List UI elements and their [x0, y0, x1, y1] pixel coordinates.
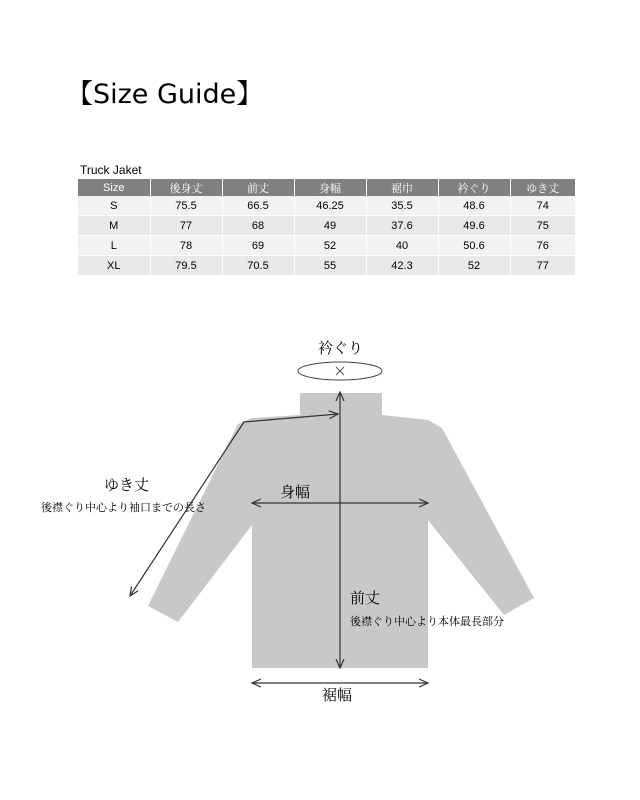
table-cell: 77	[510, 256, 575, 276]
header-neck: 衿ぐり	[438, 179, 510, 196]
table-cell: 49	[294, 216, 366, 236]
table-cell: 78	[150, 236, 222, 256]
header-size: Size	[78, 179, 150, 196]
page-title: 【Size Guide】	[66, 79, 264, 110]
table-cell: 50.6	[438, 236, 510, 256]
table-header-row	[78, 179, 575, 196]
table-cell: 55	[294, 256, 366, 276]
header-body-width: 身幅	[294, 179, 366, 196]
table-cell: L	[78, 236, 150, 256]
table-caption: Truck Jaket	[80, 163, 142, 177]
hem-width-label: 裾幅	[322, 686, 353, 704]
table-cell: S	[78, 196, 150, 216]
table-cell: 52	[294, 236, 366, 256]
header-front-length: 前丈	[222, 179, 294, 196]
table-cell: 49.6	[438, 216, 510, 236]
table-cell: 46.25	[294, 196, 366, 216]
front-length-label: 前丈	[350, 589, 381, 607]
header-hem-width: 裾巾	[366, 179, 438, 196]
table-cell: 35.5	[366, 196, 438, 216]
table-cell: 79.5	[150, 256, 222, 276]
table-cell: 40	[366, 236, 438, 256]
table-cell: 37.6	[366, 216, 438, 236]
table-row	[78, 216, 575, 236]
table-cell: 66.5	[222, 196, 294, 216]
header-sleeve-length: ゆき丈	[510, 179, 575, 196]
table-cell: 75	[510, 216, 575, 236]
right-sleeve-shape	[428, 420, 534, 615]
table-cell: 52	[438, 256, 510, 276]
table-row	[78, 236, 575, 256]
table-cell: 42.3	[366, 256, 438, 276]
table-cell: 69	[222, 236, 294, 256]
table-cell: 75.5	[150, 196, 222, 216]
table-cell: XL	[78, 256, 150, 276]
table-cell: 77	[150, 216, 222, 236]
left-sleeve-shape	[148, 418, 252, 622]
collar-label: 衿ぐり	[318, 339, 364, 357]
body-width-label: 身幅	[280, 483, 311, 501]
table-cell: M	[78, 216, 150, 236]
table-cell: 68	[222, 216, 294, 236]
table-cell: 48.6	[438, 196, 510, 216]
table-row	[78, 196, 575, 216]
header-back-length: 後身丈	[150, 179, 222, 196]
table-cell: 76	[510, 236, 575, 256]
table-cell: 70.5	[222, 256, 294, 276]
table-row	[78, 256, 575, 276]
table-cell: 74	[510, 196, 575, 216]
size-table	[78, 179, 575, 276]
garment-diagram	[0, 320, 640, 720]
collar-center-mark	[336, 367, 344, 375]
front-length-desc: 後襟ぐり中心より本体最長部分	[350, 615, 504, 628]
sleeve-length-label: ゆき丈	[104, 476, 150, 494]
sleeve-length-desc: 後襟ぐり中心より袖口までの長さ	[41, 501, 206, 514]
